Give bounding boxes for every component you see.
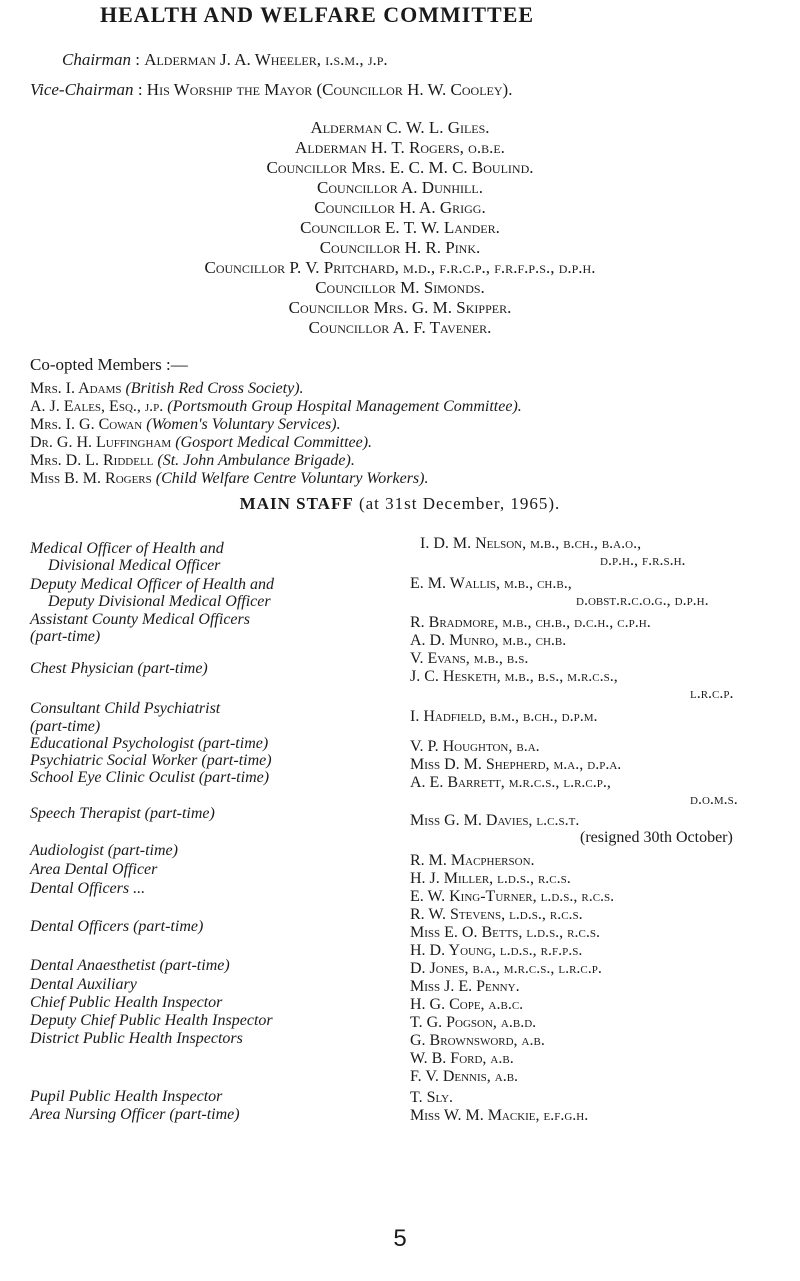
staff-role: School Eye Clinic Oculist (part-time) xyxy=(30,769,270,786)
staff-role: Chest Physician (part-time) xyxy=(30,660,208,677)
member-line: Councillor H. R. Pink. xyxy=(319,238,481,257)
member-line: Councillor E. T. W. Lander. xyxy=(300,218,500,237)
staff-name: I. D. M. Nelson, m.b., b.ch., b.a.o., xyxy=(420,535,642,552)
staff-role: Area Nursing Officer (part-time) xyxy=(30,1106,240,1123)
member-line: Councillor A. F. Tavener. xyxy=(308,318,492,337)
chairman-name: Alderman J. A. Wheeler, i.s.m., j.p. xyxy=(144,50,388,69)
staff-name: R. M. Macpherson. xyxy=(410,852,535,869)
member-line: Councillor H. A. Grigg. xyxy=(314,198,486,217)
staff-name: d.obst.r.c.o.g., d.p.h. xyxy=(576,592,709,609)
chairman-line: Chairman : Alderman J. A. Wheeler, i.s.m., j.p. xyxy=(62,50,388,69)
staff-role: Divisional Medical Officer xyxy=(48,557,221,574)
staff-name: T. G. Pogson, a.b.d. xyxy=(410,1014,537,1031)
staff-name: H. J. Miller, l.d.s., r.c.s. xyxy=(410,870,571,887)
staff-role: Dental Officers (part-time) xyxy=(30,918,204,935)
staff-name: R. W. Stevens, l.d.s., r.c.s. xyxy=(410,906,583,923)
staff-role: Chief Public Health Inspector xyxy=(30,994,223,1011)
staff-name: V. P. Houghton, b.a. xyxy=(410,738,540,755)
staff-name: I. Hadfield, b.m., b.ch., d.p.m. xyxy=(410,708,598,725)
staff-name: d.p.h., f.r.s.h. xyxy=(600,552,686,569)
staff-role: Speech Therapist (part-time) xyxy=(30,805,215,822)
staff-name-note: (resigned 30th October) xyxy=(580,829,733,846)
staff-name: E. W. King-Turner, l.d.s., r.c.s. xyxy=(410,888,615,905)
coopted-member: Dr. G. H. Luffingham (Gosport Medical Committee). xyxy=(30,434,373,451)
vice-chairman-name: His Worship the Mayor (Councillor H. W. Cooley). xyxy=(146,80,513,99)
staff-name: d.o.m.s. xyxy=(690,791,738,808)
staff-role: (part-time) xyxy=(30,628,101,645)
vice-chairman-line: Vice-Chairman : His Worship the Mayor (Councillor H. W. Cooley). xyxy=(30,80,513,99)
staff-name: A. D. Munro, m.b., ch.b. xyxy=(410,632,567,649)
staff-title-date: (at 31st December, 1965). xyxy=(358,494,561,513)
member-line: Councillor Mrs. G. M. Skipper. xyxy=(288,298,512,317)
staff-name: l.r.c.p. xyxy=(690,685,734,702)
coopted-member: Miss B. M. Rogers (Child Welfare Centre Voluntary Workers). xyxy=(30,470,429,487)
member-line: Councillor Mrs. E. C. M. C. Boulind. xyxy=(266,158,534,177)
member-line: Councillor P. V. Pritchard, m.d., f.r.c.p., f.r.f.p.s., d.p.h. xyxy=(204,258,596,277)
staff-title xyxy=(0,494,800,514)
staff-role: Deputy Chief Public Health Inspector xyxy=(30,1012,273,1029)
member-line: Alderman C. W. L. Giles. xyxy=(310,118,490,137)
coopted-member: Mrs. D. L. Riddell (St. John Ambulance Brigade). xyxy=(30,452,355,469)
staff-name: V. Evans, m.b., b.s. xyxy=(410,650,529,667)
staff-name: Miss D. M. Shepherd, m.a., d.p.a. xyxy=(410,756,622,773)
chairman-role: Chairman xyxy=(62,50,131,69)
staff-role: Audiologist (part-time) xyxy=(30,842,178,859)
staff-role: (part-time) xyxy=(30,718,101,735)
staff-role: Assistant County Medical Officers xyxy=(30,611,250,628)
staff-name: H. G. Cope, a.b.c. xyxy=(410,996,524,1013)
staff-name: R. Bradmore, m.b., ch.b., d.c.h., c.p.h. xyxy=(410,614,651,631)
staff-title-bold: MAIN STAFF xyxy=(239,494,354,513)
staff-name: D. Jones, b.a., m.r.c.s., l.r.c.p. xyxy=(410,960,602,977)
page-header: HEALTH AND WELFARE COMMITTEE xyxy=(100,2,535,24)
staff-name: Miss E. O. Betts, l.d.s., r.c.s. xyxy=(410,924,600,941)
staff-role: Psychiatric Social Worker (part-time) xyxy=(30,752,272,769)
member-line: Councillor M. Simonds. xyxy=(315,278,485,297)
staff-name: E. M. Wallis, m.b., ch.b., xyxy=(410,575,572,592)
page-number: 5 xyxy=(393,1225,407,1252)
coopted-title: Co-opted Members :— xyxy=(30,355,188,374)
staff-role: Dental Auxiliary xyxy=(30,976,137,993)
staff-name: G. Brownsword, a.b. xyxy=(410,1032,545,1049)
staff-name: J. C. Hesketh, m.b., b.s., m.r.c.s., xyxy=(410,668,618,685)
staff-role: Pupil Public Health Inspector xyxy=(30,1088,223,1105)
staff-role: Dental Officers ... xyxy=(30,880,146,897)
staff-role: Deputy Medical Officer of Health and xyxy=(30,576,274,593)
staff-name: Miss G. M. Davies, l.c.s.t. xyxy=(410,812,580,829)
coopted-member: A. J. Eales, Esq., j.p. (Portsmouth Group Hospital Management Committee). xyxy=(30,398,522,415)
staff-name: W. B. Ford, a.b. xyxy=(410,1050,514,1067)
staff-role: Dental Anaesthetist (part-time) xyxy=(30,957,230,974)
staff-role: Consultant Child Psychiatrist xyxy=(30,700,221,717)
staff-name: H. D. Young, l.d.s., r.f.p.s. xyxy=(410,942,583,959)
member-line: Councillor A. Dunhill. xyxy=(317,178,483,197)
staff-name: Miss W. M. Mackie, e.f.g.h. xyxy=(410,1107,589,1124)
staff-role: Educational Psychologist (part-time) xyxy=(30,735,269,752)
vice-chairman-role: Vice-Chairman xyxy=(30,80,134,99)
staff-role: Deputy Divisional Medical Officer xyxy=(48,593,271,610)
staff-name: F. V. Dennis, a.b. xyxy=(410,1068,519,1085)
staff-name: Miss J. E. Penny. xyxy=(410,978,520,995)
coopted-member: Mrs. I. G. Cowan (Women's Voluntary Services). xyxy=(30,416,341,433)
staff-role: Area Dental Officer xyxy=(30,861,158,878)
staff-role: Medical Officer of Health and xyxy=(30,540,224,557)
staff-name: A. E. Barrett, m.r.c.s., l.r.c.p., xyxy=(410,774,611,791)
staff-role: District Public Health Inspectors xyxy=(30,1030,243,1047)
staff-name: T. Sly. xyxy=(410,1089,454,1106)
coopted-member: Mrs. I. Adams (British Red Cross Society). xyxy=(30,380,304,397)
member-line: Alderman H. T. Rogers, o.b.e. xyxy=(295,138,505,157)
